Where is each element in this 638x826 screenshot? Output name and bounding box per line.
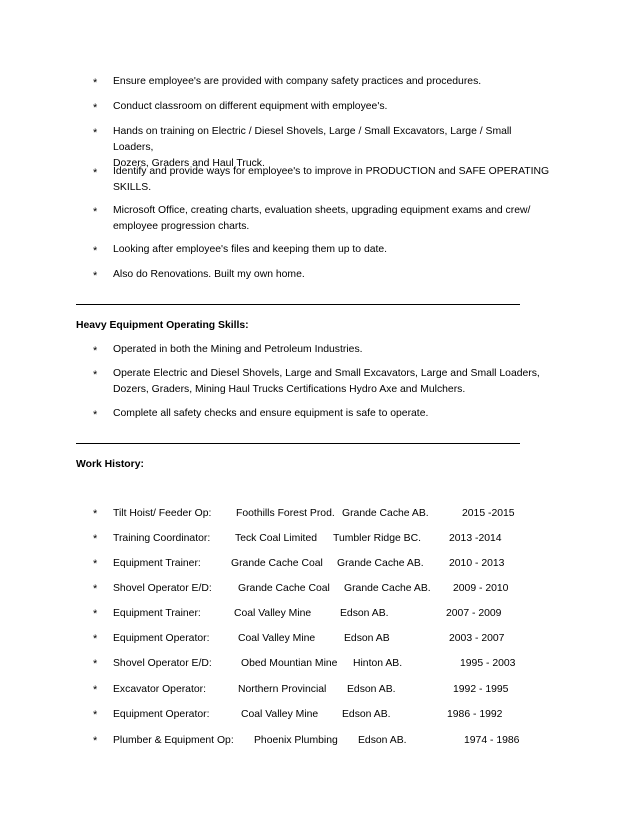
position-cell: Training Coordinator: bbox=[113, 533, 211, 544]
table-row bbox=[0, 607, 638, 621]
bullet-star-icon: * bbox=[93, 369, 98, 381]
position-cell: Equipment Operator: bbox=[113, 709, 210, 720]
section-divider bbox=[76, 443, 520, 444]
bullet-star-icon: * bbox=[93, 508, 98, 520]
table-row bbox=[0, 507, 638, 521]
bullet-star-icon: * bbox=[93, 608, 98, 620]
location-cell: Grande Cache AB. bbox=[344, 583, 431, 594]
company-cell: Coal Valley Mine bbox=[238, 633, 316, 644]
years-cell: 2007 - 2009 bbox=[446, 608, 502, 619]
skills-heading: Heavy Equipment Operating Skills: bbox=[76, 320, 249, 331]
position-cell: Plumber & Equipment Op: bbox=[113, 735, 234, 746]
table-row bbox=[0, 582, 638, 596]
years-cell: 2015 -2015 bbox=[462, 508, 515, 519]
bullet-star-icon: * bbox=[93, 77, 98, 89]
company-cell: Foothills Forest Prod. bbox=[236, 508, 335, 519]
company-cell: Phoenix Plumbing bbox=[254, 735, 338, 746]
bullet-star-icon: * bbox=[93, 633, 98, 645]
company-cell: Teck Coal Limited bbox=[235, 533, 318, 544]
list-item-text: Operate Electric and Diesel Shovels, Large and Small Excavators, Large and Small Loaders, bbox=[113, 368, 540, 379]
position-cell: Excavator Operator: bbox=[113, 684, 206, 695]
position-cell: Equipment Operator: bbox=[113, 633, 210, 644]
table-row bbox=[0, 708, 638, 722]
list-item-text: Dozers, Graders and Haul Truck. bbox=[113, 158, 265, 169]
bullet-star-icon: * bbox=[93, 658, 98, 670]
table-row bbox=[0, 657, 638, 671]
table-row bbox=[0, 683, 638, 697]
bullet-star-icon: * bbox=[93, 206, 98, 218]
position-cell: Equipment Trainer: bbox=[113, 608, 201, 619]
position-cell: Equipment Trainer: bbox=[113, 558, 201, 569]
bullet-star-icon: * bbox=[93, 270, 98, 282]
list-item-text: Dozers, Graders, Mining Haul Trucks Certifications Hydro Axe and Mulchers. bbox=[113, 384, 466, 395]
list-item-text: Ensure employee's are provided with company safety practices and procedures. bbox=[113, 76, 482, 87]
bullet-star-icon: * bbox=[93, 533, 98, 545]
bullet-star-icon: * bbox=[93, 558, 98, 570]
list-item-text: Looking after employee's files and keeping them up to date. bbox=[113, 244, 388, 255]
list-item-text: Microsoft Office, creating charts, evaluation sheets, upgrading equipment exams and crew/ bbox=[113, 205, 531, 216]
list-item-text: SKILLS. bbox=[113, 182, 152, 193]
company-cell: Grande Cache Coal bbox=[238, 583, 330, 594]
list-item-text: Identify and provide ways for employee's to improve in PRODUCTION and SAFE OPERATING bbox=[113, 166, 550, 177]
years-cell: 1974 - 1986 bbox=[464, 735, 520, 746]
bullet-star-icon: * bbox=[93, 102, 98, 114]
bullet-star-icon: * bbox=[93, 735, 98, 747]
years-cell: 1992 - 1995 bbox=[453, 684, 509, 695]
location-cell: Edson AB. bbox=[342, 709, 391, 720]
table-row bbox=[0, 734, 638, 748]
list-item-text: Operated in both the Mining and Petroleum Industries. bbox=[113, 344, 363, 355]
table-row bbox=[0, 632, 638, 646]
location-cell: Hinton AB. bbox=[353, 658, 403, 669]
list-item-text: employee progression charts. bbox=[113, 221, 250, 232]
location-cell: Edson AB. bbox=[358, 735, 407, 746]
location-cell: Grande Cache AB. bbox=[342, 508, 429, 519]
bullet-star-icon: * bbox=[93, 684, 98, 696]
position-cell: Shovel Operator E/D: bbox=[113, 583, 212, 594]
location-cell: Edson AB. bbox=[347, 684, 396, 695]
location-cell: Grande Cache AB. bbox=[337, 558, 424, 569]
bullet-star-icon: * bbox=[93, 409, 98, 421]
company-cell: Coal Valley Mine bbox=[234, 608, 312, 619]
location-cell: Tumbler Ridge BC. bbox=[333, 533, 421, 544]
company-cell: Grande Cache Coal bbox=[231, 558, 323, 569]
list-item-text: Hands on training on Electric / Diesel Shovels, Large / Small Excavators, Large / Small Loaders, bbox=[113, 126, 512, 153]
bullet-star-icon: * bbox=[93, 345, 98, 357]
years-cell: 1995 - 2003 bbox=[460, 658, 516, 669]
work-history-heading: Work History: bbox=[76, 459, 144, 470]
list-item-text: Also do Renovations. Built my own home. bbox=[113, 269, 305, 280]
company-cell: Northern Provincial bbox=[238, 684, 327, 695]
bullet-star-icon: * bbox=[93, 127, 98, 139]
bullet-star-icon: * bbox=[93, 709, 98, 721]
location-cell: Edson AB bbox=[344, 633, 390, 644]
position-cell: Shovel Operator E/D: bbox=[113, 658, 212, 669]
location-cell: Edson AB. bbox=[340, 608, 389, 619]
list-item-text: Complete all safety checks and ensure equipment is safe to operate. bbox=[113, 408, 429, 419]
bullet-star-icon: * bbox=[93, 583, 98, 595]
company-cell: Obed Mountian Mine bbox=[241, 658, 338, 669]
list-item-text: Conduct classroom on different equipment with employee's. bbox=[113, 101, 388, 112]
company-cell: Coal Valley Mine bbox=[241, 709, 319, 720]
table-row bbox=[0, 557, 638, 571]
table-row bbox=[0, 532, 638, 546]
years-cell: 2009 - 2010 bbox=[453, 583, 509, 594]
years-cell: 1986 - 1992 bbox=[447, 709, 503, 720]
years-cell: 2003 - 2007 bbox=[449, 633, 505, 644]
years-cell: 2013 -2014 bbox=[449, 533, 502, 544]
position-cell: Tilt Hoist/ Feeder Op: bbox=[113, 508, 212, 519]
bullet-star-icon: * bbox=[93, 245, 98, 257]
section-divider bbox=[76, 304, 520, 305]
bullet-star-icon: * bbox=[93, 167, 98, 179]
years-cell: 2010 - 2013 bbox=[449, 558, 505, 569]
